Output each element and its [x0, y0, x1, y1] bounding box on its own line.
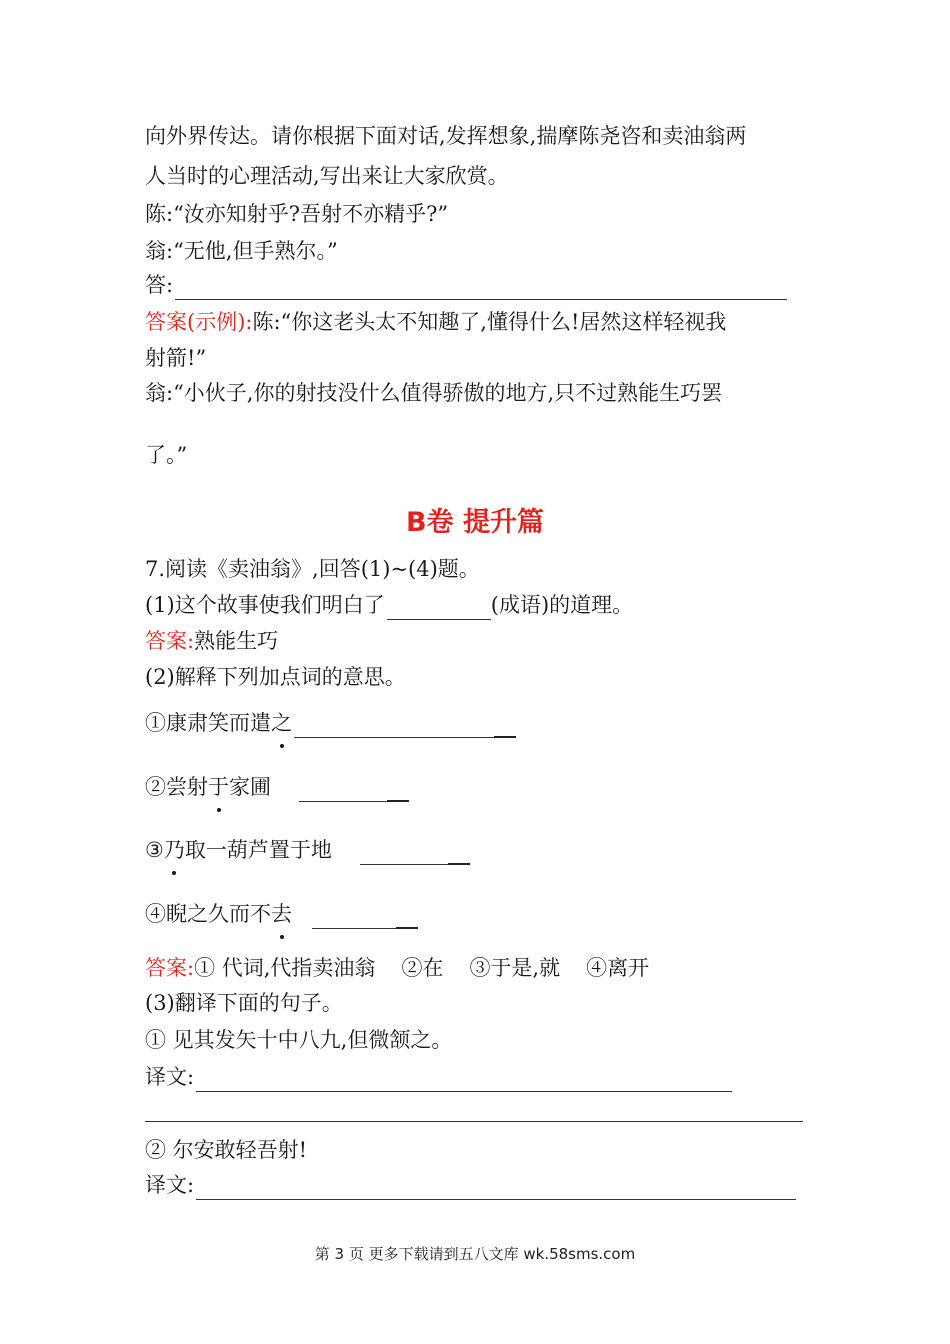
item-4-dotted: 去 [271, 899, 292, 929]
item-2 [145, 772, 409, 802]
item-4 [145, 899, 418, 929]
answer-line-6[interactable] [145, 270, 787, 300]
answer2-part-1: ① 代词,代指卖油翁 [194, 956, 376, 980]
item-1-blank-end [494, 714, 516, 738]
item-2-post: 家圃 [229, 775, 271, 799]
answer-prefix: 答: [145, 273, 174, 297]
item-1-blank[interactable] [294, 715, 494, 738]
item-1-dotted: 之 [271, 708, 292, 738]
translation-1-label: 译文: [145, 1065, 195, 1089]
translation-2 [145, 1170, 796, 1200]
answer2-part-4: ④离开 [586, 956, 650, 980]
chen-quote: 陈:“汝亦知射乎?吾射不亦精乎?” [145, 202, 449, 226]
q7-sub2: (2)解释下列加点词的意思。 [145, 665, 406, 689]
item-2-pre: ②尝射 [145, 775, 208, 799]
item-4-blank[interactable] [312, 906, 396, 929]
item-2-blank[interactable] [299, 779, 387, 802]
item-1-pre: ①康肃笑而遣 [145, 711, 271, 735]
answer2-part-2: ②在 [401, 956, 444, 980]
section-title: B卷 提升篇 [406, 507, 544, 538]
item-3-blank[interactable] [360, 842, 448, 865]
weng-quote: 翁:“无他,但手熟尔。” [145, 239, 338, 263]
q7-sub1-before: (1)这个故事使我们明白了 [145, 593, 385, 617]
item-3-pre: ③ [145, 838, 164, 862]
answer6-weng-1: 翁:“小伙子,你的射技没什么值得骄傲的地方,只不过熟能生巧罢 [145, 381, 723, 405]
answer6-chen-2: 射箭!” [145, 346, 207, 370]
sentence-2: ② 尔安敢轻吾射! [145, 1138, 308, 1162]
answer-blank[interactable] [175, 277, 787, 300]
q7-answer1 [145, 626, 278, 656]
item-4-blank-end [396, 905, 418, 929]
answer6-line-1 [145, 307, 726, 337]
translation-1 [145, 1062, 732, 1092]
translation-1-blank[interactable] [196, 1069, 732, 1092]
q7-sub1-after: (成语)的道理。 [490, 593, 634, 617]
q7-sub1-blank[interactable] [387, 597, 491, 620]
q7-sub1 [145, 590, 633, 620]
item-3-dotted: 乃 [164, 835, 185, 865]
intro-line-2: 人当时的心理活动,写出来让大家欣赏。 [145, 164, 509, 188]
answer-label: 答案(示例): [145, 310, 253, 334]
intro-line-1: 向外界传达。请你根据下面对话,发挥想象,揣摩陈尧咨和卖油翁两 [145, 124, 747, 148]
sentence-1: ① 见其发矢十中八九,但微颔之。 [145, 1028, 453, 1052]
item-3-post: 取一葫芦置于地 [184, 838, 332, 862]
answer2-label: 答案: [145, 956, 195, 980]
item-2-blank-end [387, 778, 409, 802]
translation-1-blank-line-2[interactable] [145, 1120, 803, 1122]
item-4-pre: ④睨之久而不 [145, 902, 271, 926]
q7-sub3: (3)翻译下面的句子。 [145, 991, 343, 1015]
item-1 [145, 708, 516, 738]
answer6-chen-1: 陈:“你这老头太不知趣了,懂得什么!居然这样轻视我 [252, 310, 727, 334]
translation-2-blank[interactable] [196, 1177, 796, 1200]
q7-stem: 7.阅读《卖油翁》,回答(1)~(4)题。 [145, 557, 480, 581]
q7-answer2 [145, 953, 649, 983]
item-3-blank-end [448, 841, 470, 865]
answer6-weng-2: 了。” [145, 443, 188, 467]
answer2-part-3: ③于是,就 [469, 956, 561, 980]
translation-2-label: 译文: [145, 1173, 195, 1197]
page-footer: 第 3 页 更多下载请到五八文库 wk.58sms.com [314, 1245, 636, 1263]
item-3 [145, 835, 470, 865]
answer1-text: 熟能生巧 [194, 629, 279, 653]
item-2-dotted: 于 [208, 772, 229, 802]
answer1-label: 答案: [145, 629, 195, 653]
